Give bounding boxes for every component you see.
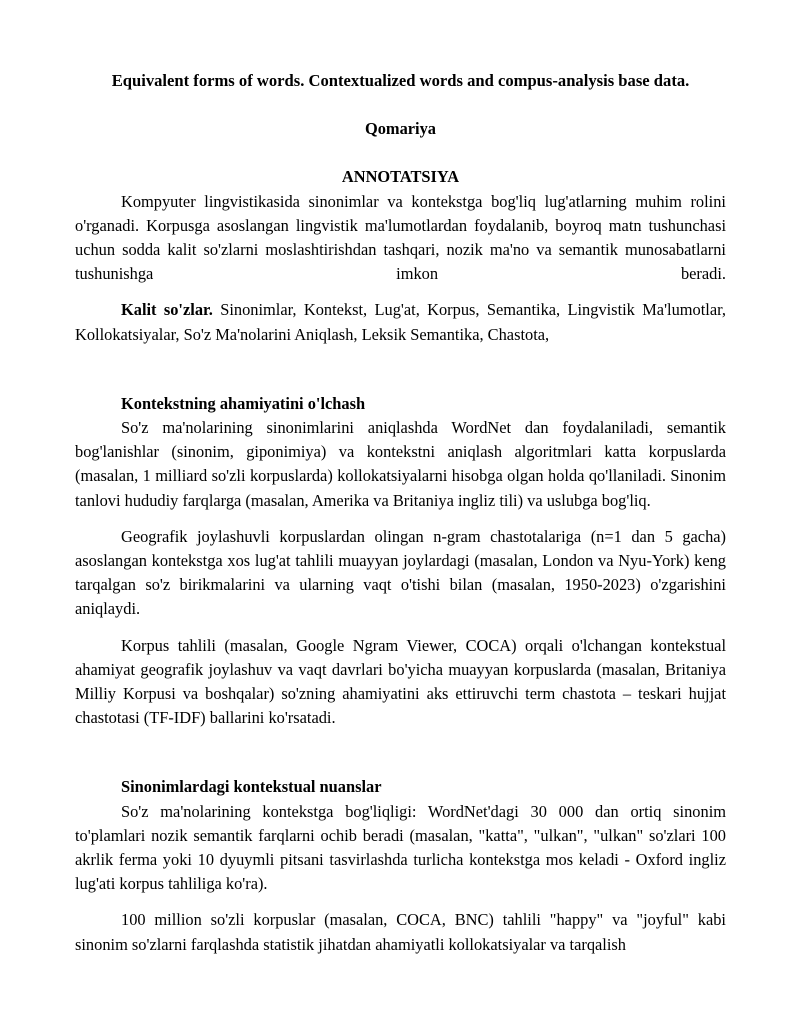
- section-heading: Kontekstning ahamiyatini o'lchash: [121, 393, 366, 413]
- keywords-list: Sinonimlar, Kontekst, Lug'at, Korpus, Semantika, Lingvistik Ma'lumotlar, Kollokatsiyalar, So'z Ma'nolarini Aniqlash, Leksik Semantika, Chastota,: [75, 300, 726, 344]
- annotation-heading: ANNOTATSIYA: [341, 167, 460, 187]
- author-name: Qomariya: [364, 119, 436, 139]
- document-title: Equivalent forms of words. Contextualized words and compus-analysis base data.: [111, 71, 690, 90]
- section-paragraph: So'z ma'nolarining kontekstga bog'liqligi: WordNet'dagi 30 000 dan ortiq sinonim to'plamlari nozik semantik farqlarni ochib beradi (masalan, "katta", "ulkan", "ulkan" so'zlari 100 akrlik ferma yoki 10 dyuymli pitsani tasvirlashda turlicha kontekstga mos keladi - Oxford ingliz lug'ati korpus tahliliga ko'ra).: [75, 801, 726, 894]
- keywords-label: Kalit so'zlar.: [121, 300, 213, 320]
- annotation-paragraph: Kompyuter lingvistikasida sinonimlar va kontekstga bog'liq lug'atlarning muhim rolini o'rganadi. Korpusga asoslangan lingvistik ma'lumotlardan foydalanib, boyroq matn tushunchasi uchun sodda kalit so'zlarni moslashtirishdan tashqari, nozik ma'no va semantik munosabatlarni tushunishga imkon beradi.: [75, 191, 726, 284]
- section-paragraph: Korpus tahlili (masalan, Google Ngram Viewer, COCA) orqali o'lchangan kontekstual ahamiyat geografik joylashuv va vaqt davrlari bo'yicha muayyan korpuslarda (masalan, Britaniya Milliy Korpusi va boshqalar) so'zning ahamiyatini aks ettiruvchi term chastota – teskari hujjat chastotasi (TF-IDF) ballarini ko'rsatadi.: [75, 635, 726, 728]
- section-paragraph: So'z ma'nolarining sinonimlarini aniqlashda WordNet dan foydalaniladi, semantik bog'lanishlar (sinonim, giponimiya) va kontekstni aniqlash algoritmlari katta korpuslarda (masalan, 1 milliard so'zli korpuslarda) kollokatsiyalarni hisobga olgan holda qo'llaniladi. Sinonim tanlovi hududiy farqlarga (masalan, Amerika va Britaniya ingliz tili) va uslubga bog'liq.: [75, 418, 726, 510]
- section-paragraph: Geografik joylashuvli korpuslardan olingan n-gram chastotalariga (n=1 dan 5 gacha) asoslangan kontekstga xos lug'at tahlili muayyan joylardagi (masalan, London va Nyu-York) keng tarqalgan so'z birikmalarini va ularning vaqt o'tishi bilan (masalan, 1950-2023) o'zgarishini aniqlaydi.: [75, 526, 726, 619]
- keywords-paragraph: [75, 298, 726, 346]
- section-paragraph: 100 million so'zli korpuslar (masalan, COCA, BNC) tahlili "happy" va "joyful" kabi sinonim so'zlarni farqlashda statistik jihatdan ahamiyatli kollokatsiyalar va tarqalish: [75, 910, 726, 954]
- section-heading: Sinonimlardagi kontekstual nuanslar: [121, 777, 382, 797]
